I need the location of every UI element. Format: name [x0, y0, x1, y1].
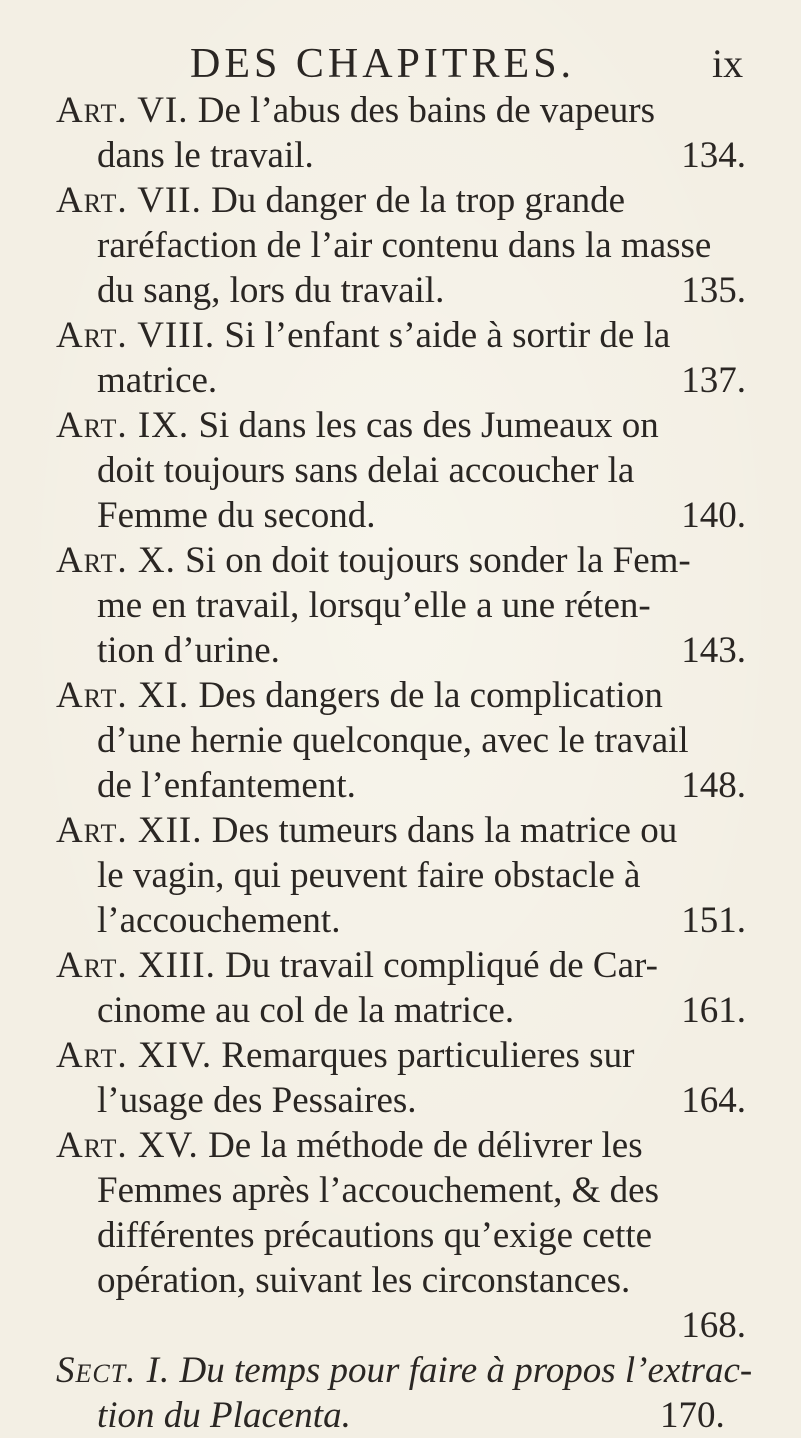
article-label: Art. VI.: [56, 90, 189, 131]
section-label: Sect. I.: [56, 1350, 171, 1391]
entry-page: 161.: [681, 990, 746, 1031]
article-label: Art. IX.: [56, 405, 190, 446]
entry-text: le vagin, qui peuvent faire obstacle à: [97, 855, 641, 896]
entry-text: me en travail, lorsqu’elle a une réten-: [97, 585, 651, 626]
table-of-contents: [56, 88, 753, 1438]
toc-line: [56, 853, 746, 898]
toc-line: [56, 898, 746, 943]
entry-text: Des tumeurs dans la matrice ou: [211, 810, 678, 851]
article-label: Art. VIII.: [56, 315, 216, 356]
entry-page: 168.: [681, 1305, 746, 1346]
entry-page: 140.: [681, 495, 746, 536]
entry-text: dans le travail.: [97, 135, 314, 176]
entry-text: Femmes après l’accouchement, & des: [97, 1170, 659, 1211]
entry-page: 134.: [681, 135, 746, 176]
toc-line: [56, 1258, 746, 1303]
entry-text: tion du Placenta.: [97, 1395, 351, 1436]
entry-text: Du danger de la trop grande: [211, 180, 626, 221]
toc-line: [56, 1393, 746, 1438]
toc-line: [56, 1033, 746, 1078]
entry-text: De l’abus des bains de vapeurs: [197, 90, 655, 131]
entry-text: Si l’enfant s’aide à sortir de la: [224, 315, 671, 356]
toc-line: [56, 493, 746, 538]
toc-line: [56, 628, 746, 673]
toc-line: [56, 1123, 746, 1168]
entry-text: De la méthode de délivrer les: [208, 1125, 643, 1166]
article-label: Art. XIV.: [56, 1035, 213, 1076]
entry-text: Des dangers de la complication: [198, 675, 663, 716]
entry-text: Si on doit toujours sonder la Fem-: [185, 540, 691, 581]
toc-line: [56, 1168, 746, 1213]
entry-page: 135.: [681, 270, 746, 311]
article-label: Art. X.: [56, 540, 176, 581]
entry-text: cinome au col de la matrice.: [97, 990, 515, 1031]
entry-text: doit toujours sans delai accoucher la: [97, 450, 635, 491]
toc-line: [56, 718, 746, 763]
entry-page: 164.: [681, 1080, 746, 1121]
entry-text: du sang, lors du travail.: [97, 270, 445, 311]
toc-line: [56, 1348, 753, 1393]
entry-text: Si dans les cas des Jumeaux on: [198, 405, 659, 446]
entry-text: de l’enfantement.: [97, 765, 356, 806]
toc-line: [56, 988, 746, 1033]
entry-text: l’usage des Pessaires.: [97, 1080, 417, 1121]
toc-line: [56, 538, 746, 583]
toc-line: [56, 1078, 746, 1123]
entry-text: raréfaction de l’air contenu dans la masse: [97, 225, 712, 266]
entry-text: différentes précautions qu’exige cette: [97, 1215, 653, 1256]
toc-line: [56, 1213, 746, 1258]
toc-line: [56, 358, 746, 403]
toc-line: [56, 943, 746, 988]
entry-text: opération, suivant les circonstances.: [97, 1260, 631, 1301]
article-label: Art. XI.: [56, 675, 190, 716]
toc-line: [56, 808, 746, 853]
toc-line: [56, 763, 746, 808]
entry-page: 170.: [660, 1395, 725, 1436]
article-label: Art. VII.: [56, 180, 202, 221]
toc-line: [56, 673, 746, 718]
entry-text: Femme du second.: [97, 495, 376, 536]
entry-text: tion d’urine.: [97, 630, 280, 671]
entry-page: 137.: [681, 360, 746, 401]
article-label: Art. XII.: [56, 810, 203, 851]
toc-line: [56, 223, 746, 268]
toc-line: [56, 178, 746, 223]
page-number: ix: [712, 41, 744, 86]
entry-text: Du temps pour faire à propos l’extrac-: [179, 1350, 753, 1391]
article-label: Art. XIII.: [56, 945, 216, 986]
toc-line: [56, 133, 746, 178]
toc-line: [56, 403, 746, 448]
entry-text: l’accouchement.: [97, 900, 341, 941]
toc-line: [56, 583, 746, 628]
running-title: DES CHAPITRES.: [190, 41, 576, 87]
entry-page: 151.: [681, 900, 746, 941]
entry-text: Du travail compliqué de Car-: [225, 945, 658, 986]
toc-line: [56, 1303, 746, 1348]
entry-text: d’une hernie quelconque, avec le travail: [97, 720, 689, 761]
toc-line: [56, 88, 746, 133]
toc-line: [56, 448, 746, 493]
entry-page: 148.: [681, 765, 746, 806]
entry-text: Remarques particulieres sur: [221, 1035, 635, 1076]
entry-page: 143.: [681, 630, 746, 671]
article-label: Art. XV.: [56, 1125, 199, 1166]
toc-line: [56, 313, 746, 358]
toc-line: [56, 268, 746, 313]
entry-text: matrice.: [97, 360, 218, 401]
running-head: [0, 40, 801, 90]
